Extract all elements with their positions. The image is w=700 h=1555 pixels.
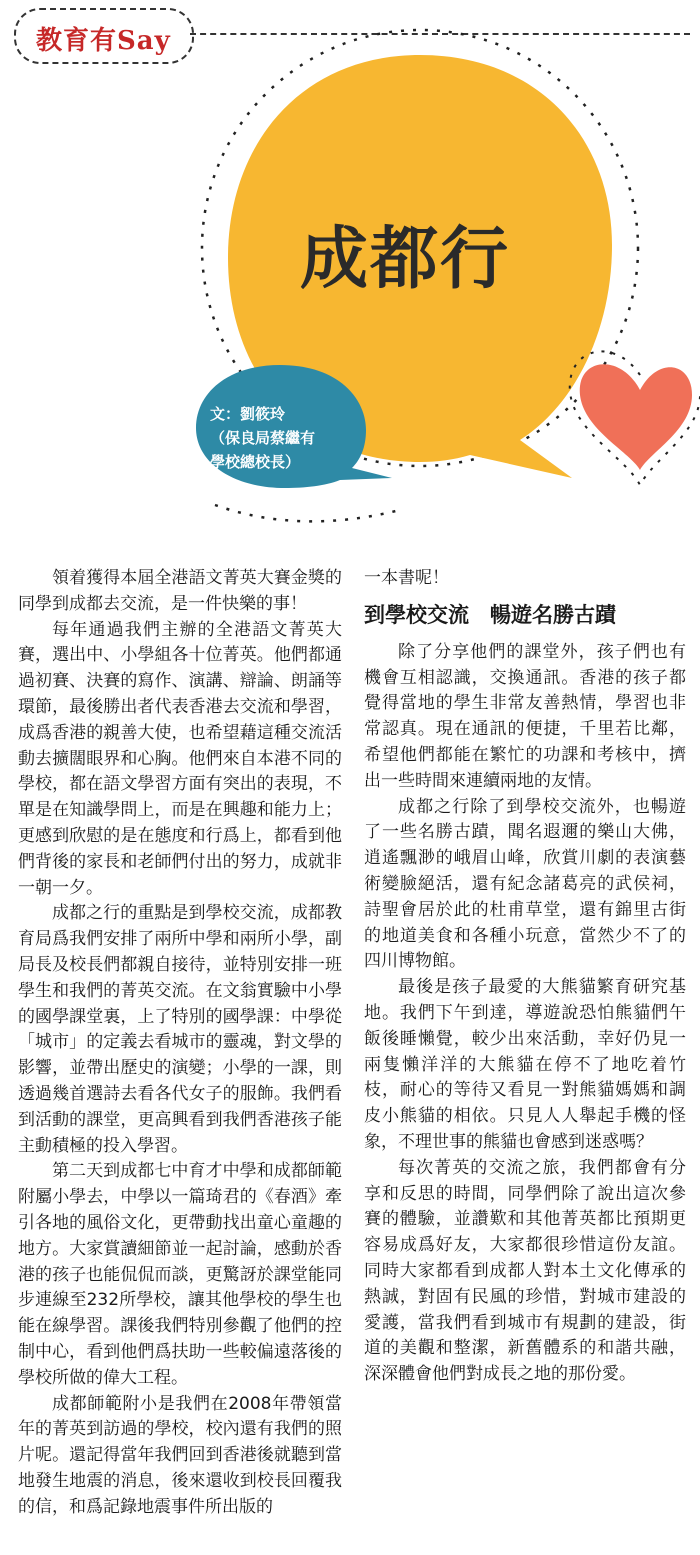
subheading: 到學校交流 暢遊名勝古蹟	[364, 602, 616, 627]
paragraph: 成都之行的重點是到學校交流，成都教育局爲我們安排了兩所中學和兩所小學，副局長及校長們都親自接待，並特別安排一班學生和我們的菁英交流。在文翁實驗中小學的國學課堂裏，上了特別的國學課：中學從「城市」的定義去看城市的靈魂，對文學的影響，並帶出歷史的演變；小學的一課，則透過幾首選詩去看各代女子的服飾。我們看到活動的課堂，更高興看到我們香港孩子能主動積極的投入學習。	[18, 903, 342, 1156]
heart-icon	[570, 351, 700, 485]
byline-line: 學校總校長）	[210, 453, 301, 471]
article-column-right	[364, 566, 686, 1388]
paragraph: 成都之行除了到學校交流外，也暢遊了一些名勝古蹟，聞名遐邇的樂山大佛，逍遙飄渺的峨眉山峰，欣賞川劇的表演藝術變臉絕活，還有紀念諸葛亮的武侯祠，詩聖會居於此的杜甫草堂，還有錦里古街的地道美食和各種小玩意，當然少不了的四川博物館。	[364, 796, 686, 972]
article-title: 成都行	[300, 219, 511, 299]
byline	[210, 402, 360, 474]
paragraph: 第二天到成都七中育才中學和成都師範附屬小學去，中學以一篇琦君的《春酒》牽引各地的風俗文化，更帶動找出童心童趣的地方。大家賞讀細節並一起討論，感動於香港的孩子也能侃侃而談，更驚訝於課堂能同步連線至232所學校，讓其他學校的學生也能在線學習。課後我們特別參觀了他們的控制中心，看到他們爲扶助一些較偏遠落後的學校所做的偉大工程。	[18, 1161, 342, 1388]
paragraph: 成都師範附小是我們在2008年帶領當年的菁英到訪過的學校，校內還有我們的照片呢。還記得當年我們回到香港後就聽到當地發生地震的消息，後來還收到校長回覆我的信，和爲記錄地震事件所出版的	[18, 1393, 342, 1517]
paragraph-continuation: 一本書呢！	[364, 568, 449, 588]
paragraph: 每年通過我們主辦的全港語文菁英大賽，選出中、小學組各十位菁英。他們都通過初賽、決賽的寫作、演講、辯論、朗誦等環節，最後勝出者代表香港去交流和學習，成爲香港的親善大使，也希望藉這種交流活動去擴闊眼界和心胸。他們來自本港不同的學校，都在語文學習方面有突出的表現，不單是在知識學問上，而是在興趣和能力上；更感到欣慰的是在態度和行爲上，都看到他們背後的家長和老師們付出的努力，成就非一朝一夕。	[18, 619, 342, 898]
byline-line: （保良局蔡繼有	[210, 429, 316, 447]
paragraph: 除了分享他們的課堂外，孩子們也有機會互相認識，交換通訊。香港的孩子都覺得當地的學生非常友善熱情，學習也非常認真。現在通訊的便捷，千里若比鄰，希望他們都能在繁忙的功課和考核中，擠出一些時間來連續兩地的友情。	[364, 641, 686, 791]
heart-shape	[580, 364, 692, 470]
paragraph: 最後是孩子最愛的大熊貓繁育研究基地。我們下午到達，導遊說恐怕熊貓們午飯後睡懶覺，較少出來活動，幸好仍見一兩隻懶洋洋的大熊貓在停不了地吃着竹枝，耐心的等待又看見一對熊貓媽媽和調皮小熊貓的相依。只見人人舉起手機的怪象，不理世事的熊貓也會感到迷惑嗎？	[364, 977, 686, 1152]
byline-line: 文：劉筱玲	[210, 405, 286, 423]
article-column-left	[18, 566, 342, 1520]
teal-dashed-arc	[215, 505, 400, 521]
paragraph: 每次菁英的交流之旅，我們都會有分享和反思的時間，同學們除了說出這次參賽的體驗，並讚歎和其他菁英都比預期更容易成爲好友，大家都很珍惜這份友誼。同時大家都看到成都人對本土文化傳承的熱誠，對固有民風的珍惜，對城市建設的愛護，當我們看到城市有規劃的建設，街道的美觀和整潔，新舊體系的和諧共融，深深體會他們對成長之地的那份愛。	[364, 1157, 686, 1385]
paragraph: 領着獲得本屆全港語文菁英大賽金獎的同學到成都去交流，是一件快樂的事！	[18, 568, 342, 614]
column-tag-label: 教育有Say	[36, 26, 171, 56]
